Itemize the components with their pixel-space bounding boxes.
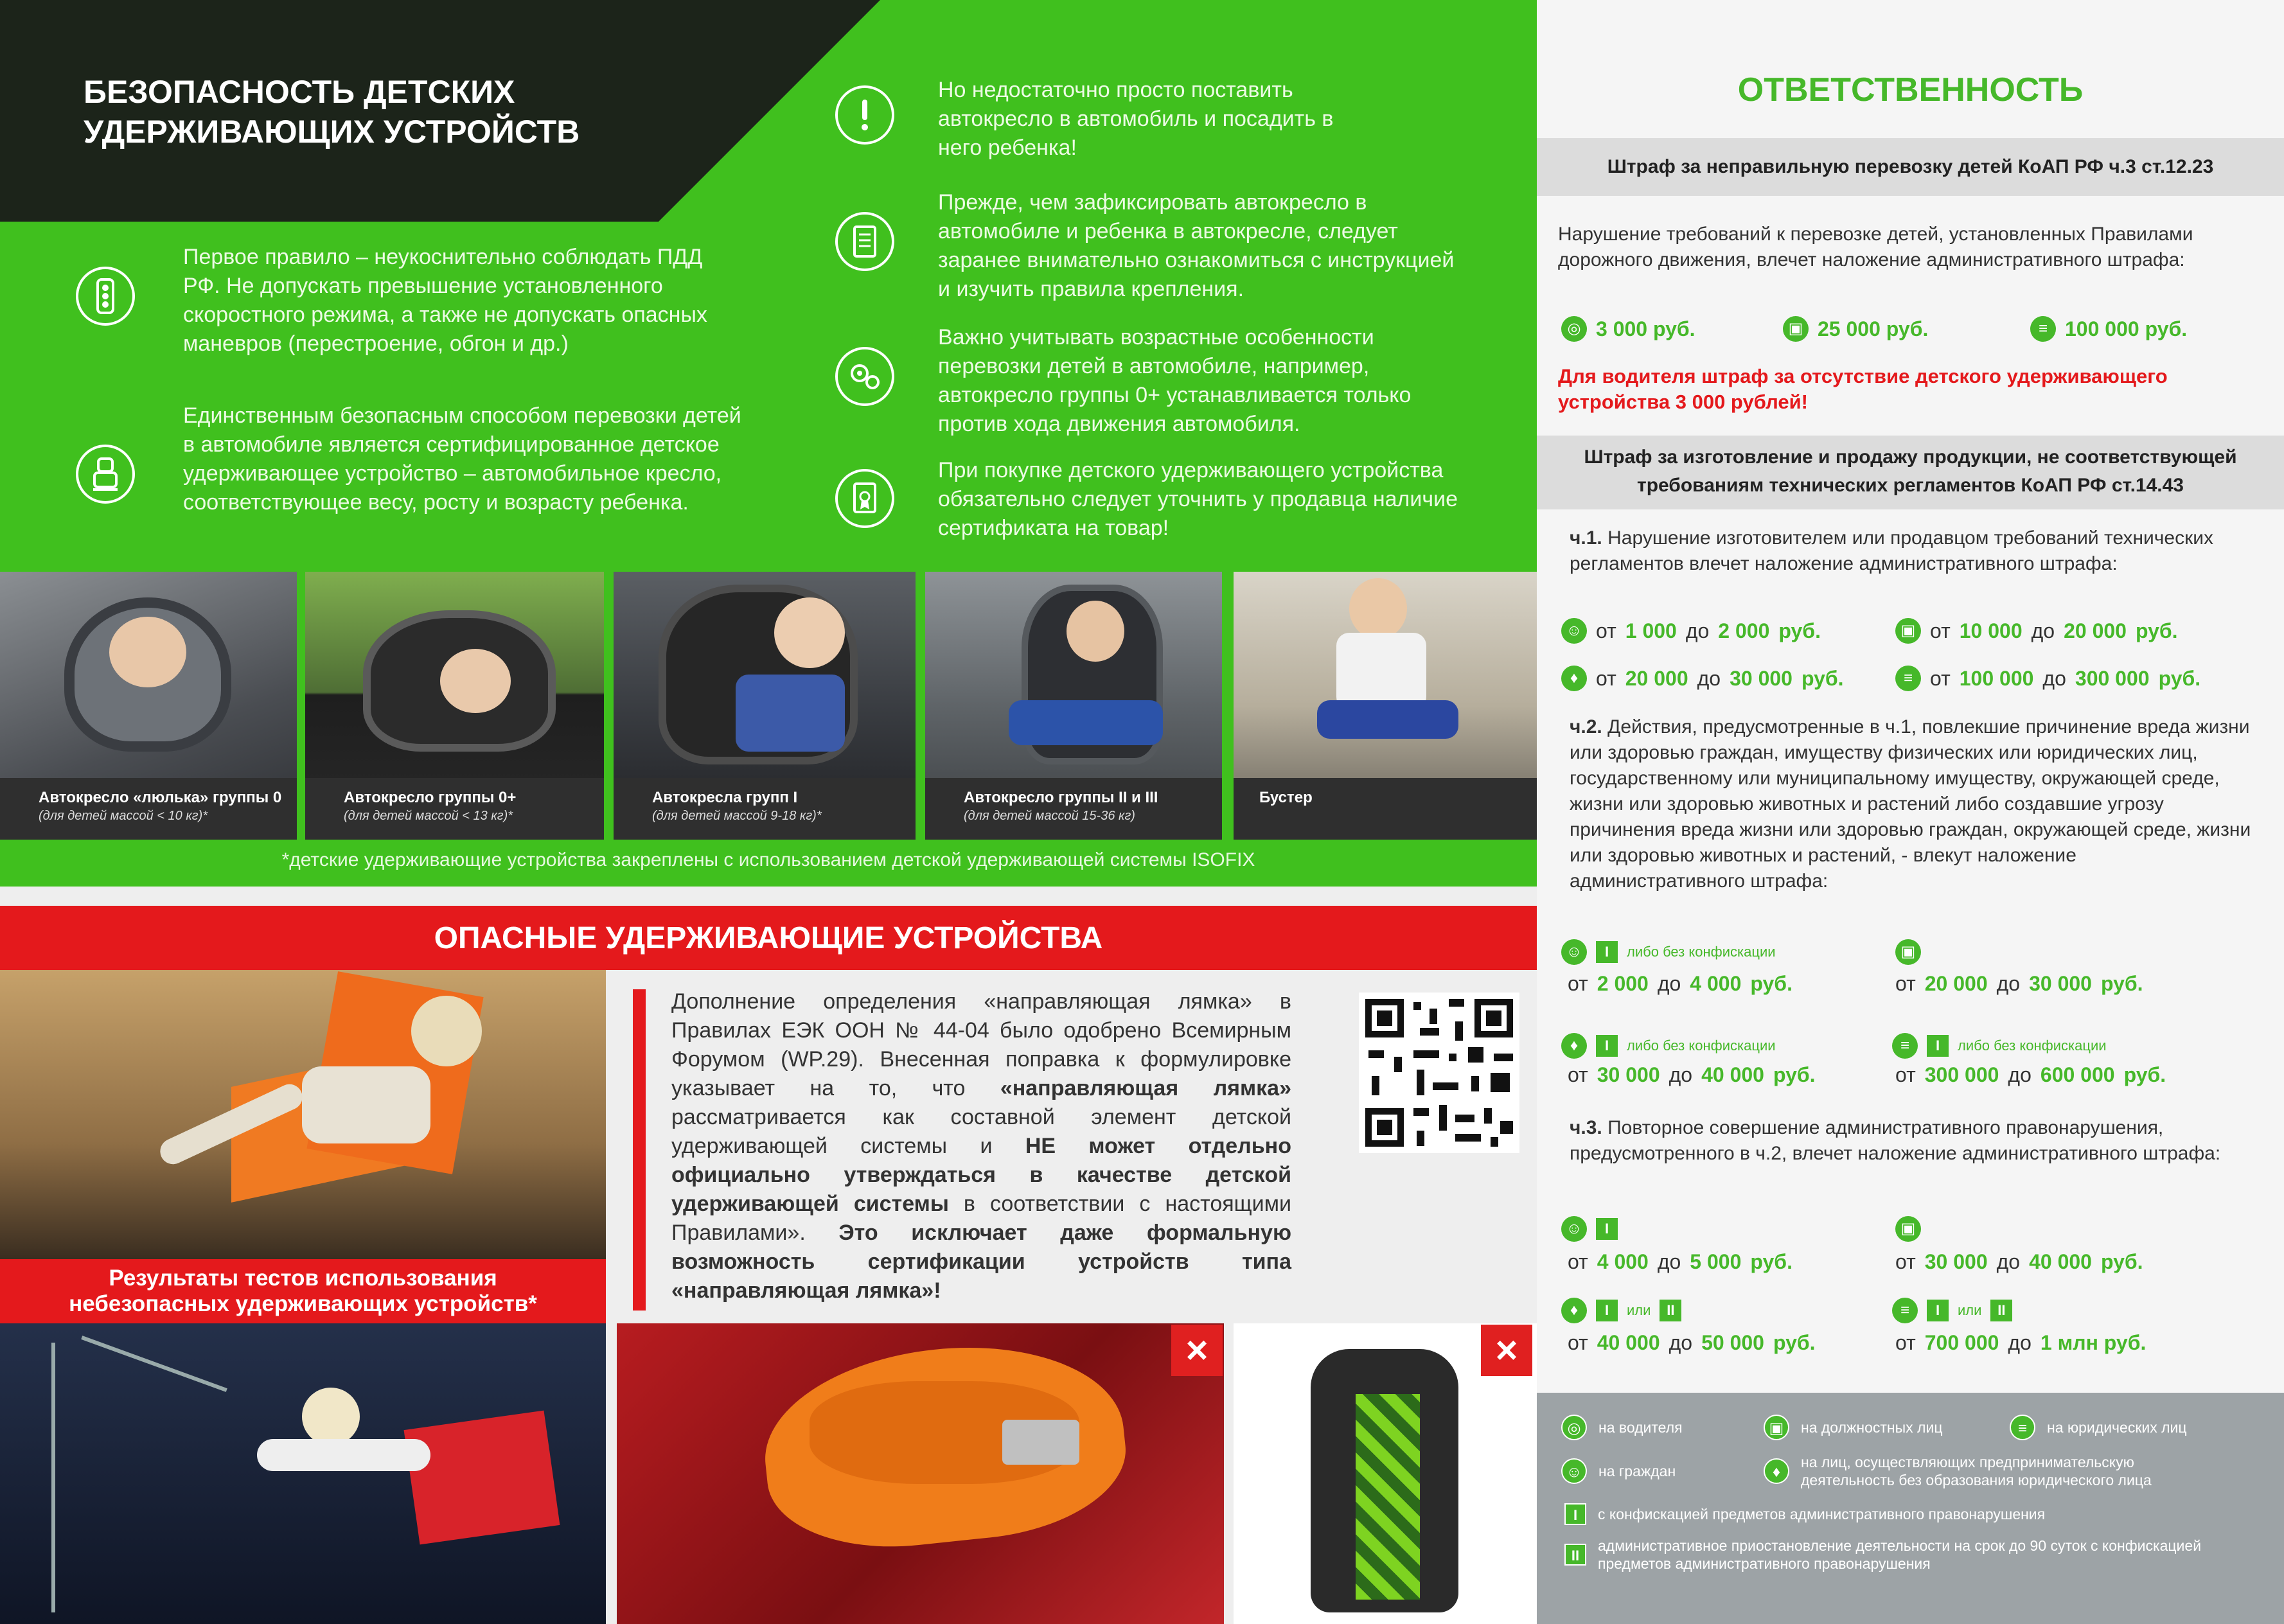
ch2-text: ч.2. Действия, предусмотренные в ч.1, повлекшие причинение вреда жизни или здоровью граждан, имуществу физических или юридических лиц, государственному или муниципальному имуществу, окружающей среде, жизни или здоровью животных и растений либо создавшие угрозу причинения вреда жизни или здоровью граждан, окружающей среде, жизни или здоровью животных и растений, - влекут наложение административного штрафа: <box>1570 716 2251 892</box>
qr-code[interactable] <box>1359 993 1519 1153</box>
ch1-text: ч.1. Нарушение изготовителем или продавцом требований технических регламентов влечет наложение административного штрафа: <box>1570 527 2213 574</box>
legend-suspension: II административное приостановление деятельности на срок до 90 суток с конфискацией предметов административного правонарушения <box>1564 1537 2207 1573</box>
document-icon: ≡ <box>1892 1033 1918 1059</box>
ch3-entrepreneur-markers: ♦ I или II <box>1561 1298 1681 1323</box>
reject-mark-2: × <box>1481 1325 1532 1376</box>
fine-official-25000: ▣ 25 000 руб. <box>1783 316 1928 342</box>
warning-icon <box>835 85 894 145</box>
ch3-text: ч.3. Повторное совершение административного правонарушения, предусмотренного в ч.2, влечет наложение административного штрафа: <box>1570 1117 2221 1164</box>
gears-icon <box>835 347 894 406</box>
text-rule-4: Прежде, чем зафиксировать автокресло в автомобиле и ребенка в автокресле, следует заранее внимательно ознакомиться с инструкцией и изучить правила крепления. <box>938 190 1455 301</box>
tie-icon: ♦ <box>1561 1298 1587 1323</box>
citizen-icon: ☺ <box>1561 939 1587 965</box>
briefcase-icon: ▣ <box>1764 1415 1789 1440</box>
document-icon: ≡ <box>2010 1415 2035 1440</box>
fine-driver-3000: ◎ 3 000 руб. <box>1561 316 1695 342</box>
ch2-legal-markers: ≡ I либо без конфискации <box>1892 1033 2107 1059</box>
responsibility-title: ОТВЕТСТВЕННОСТЬ <box>1737 71 2084 109</box>
ch2-citizen-markers: ☺ I либо без конфискации <box>1561 939 1776 965</box>
briefcase-icon: ▣ <box>1895 939 1921 965</box>
legend-citizen: ☺ на граждан <box>1561 1458 1676 1484</box>
tests-caption: Результаты тестов использования небезопасных удерживающих устройств* <box>0 1259 606 1323</box>
text-rule-1: Первое правило – неукоснительно соблюдать ПДД РФ. Не допускать превышение установленного скоростного режима, а также не допускать опасных маневров (перестроение, обгон и др.) <box>183 245 707 356</box>
ch1-fine-entrepreneur: ♦ от 20 000 до 30 000 руб. <box>1561 666 1844 691</box>
ch3-fine-citizen: от 4 000 до 5 000 руб. <box>1568 1250 1793 1273</box>
legend-driver: ◎ на водителя <box>1561 1415 1683 1440</box>
reject-mark-1: × <box>1171 1325 1223 1376</box>
crash-test-photo-1 <box>0 970 606 1259</box>
document-icon: ≡ <box>2030 316 2056 342</box>
tie-icon: ♦ <box>1561 666 1587 691</box>
seat-icon <box>76 445 135 504</box>
citizen-icon: ☺ <box>1561 1458 1587 1484</box>
fine-bar-transport: Штраф за неправильную перевозку детей КоАП РФ ч.3 ст.12.23 <box>1537 138 2284 196</box>
ch2-fine-official: от 20 000 до 30 000 руб. <box>1895 972 2143 995</box>
ch3-citizen-markers: ☺ I <box>1561 1216 1618 1242</box>
text-rule-6: При покупке детского удерживающего устройства обязательно следует уточнить у продавца наличие сертификата на товар! <box>938 458 1458 540</box>
legend-confiscation: I с конфискацией предметов административного правонарушения <box>1564 1503 2045 1525</box>
driver-fine-note: Для водителя штраф за отсутствие детского удерживающего устройства 3 000 рублей! <box>1558 365 2168 413</box>
certificate-icon <box>835 469 894 528</box>
photo-seat-group-0plus: Автокресло группы 0+ (для детей массой < 13 кг)* <box>305 572 604 840</box>
citizen-icon: ☺ <box>1561 618 1587 644</box>
briefcase-icon: ▣ <box>1783 316 1809 342</box>
driver-icon: ◎ <box>1561 1415 1587 1440</box>
photo-booster: Бустер <box>1234 572 1537 840</box>
photo-seat-group-1: Автокресла групп I (для детей массой 9-18 кг)* <box>614 572 916 840</box>
document-icon: ≡ <box>1892 1298 1918 1323</box>
ch3-fine-entrepreneur: от 40 000 до 50 000 руб. <box>1568 1331 1816 1354</box>
ch3-fine-legal: от 700 000 до 1 млн руб. <box>1895 1331 2147 1354</box>
citizen-icon: ☺ <box>1561 1216 1587 1242</box>
danger-text: Дополнение определения «направляющая лямка» в Правилах ЕЭК ООН № 44-04 было одобрено Всемирным Форумом (WP.29). Внесенная поправка к формулировке указывает на то, что «направляющая лямка» рассматривается как составной элемент детской удерживающей системы и НЕ может отдельно официально утверждаться в качестве детской удерживающей системы в соответствии с настоящими Правилами». Это исключает даже формальную возможность сертификации устройств типа «направляющая лямка»! <box>671 989 1291 1303</box>
briefcase-icon: ▣ <box>1895 1216 1921 1242</box>
ch3-legal-markers: ≡ I или II <box>1892 1298 2012 1323</box>
photo-seat-group-2-3: Автокресло группы II и III (для детей массой 15-36 кг) <box>925 572 1222 840</box>
legend-entrepreneur: ♦ на лиц, осуществляющих предпринимательскую деятельность без образования юридического лица <box>1764 1453 2181 1489</box>
fine-legal-100000: ≡ 100 000 руб. <box>2030 316 2187 342</box>
traffic-light-icon <box>76 267 135 326</box>
ch1-fine-official: ▣ от 10 000 до 20 000 руб. <box>1895 618 2178 644</box>
legend-legal: ≡ на юридических лиц <box>2010 1415 2187 1440</box>
ch1-fine-legal: ≡ от 100 000 до 300 000 руб. <box>1895 666 2200 691</box>
ch3-fine-official: от 30 000 до 40 000 руб. <box>1895 1250 2143 1273</box>
tie-icon: ♦ <box>1561 1033 1587 1059</box>
strap-adjuster-photo <box>617 1323 1224 1624</box>
ch2-fine-entrepreneur: от 30 000 до 40 000 руб. <box>1568 1063 1816 1086</box>
ch2-entrepreneur-markers: ♦ I либо без конфискации <box>1561 1033 1776 1059</box>
ch2-fine-citizen: от 2 000 до 4 000 руб. <box>1568 972 1793 995</box>
transport-text: Нарушение требований к перевозке детей, установленных Правилами дорожного движения, влечет наложение административного штрафа: <box>1558 224 2193 270</box>
ch2-official-markers <box>1895 939 1921 965</box>
text-rule-3: Но недостаточно просто поставить автокресло в автомобиль и посадить в него ребенка! <box>938 78 1334 160</box>
legend-official: ▣ на должностных лиц <box>1764 1415 1943 1440</box>
document-icon: ≡ <box>1895 666 1921 691</box>
driver-icon: ◎ <box>1561 316 1587 342</box>
red-accent-bar <box>633 989 646 1311</box>
fine-bar-products: Штраф за изготовление и продажу продукции, не соответствующей требованиям технических регламентов КоАП РФ ст.14.43 <box>1537 436 2284 509</box>
ch3-official-markers <box>1895 1216 1921 1242</box>
text-rule-5: Важно учитывать возрастные особенности перевозки детей в автомобиле, например, автокресло группы 0+ устанавливается только против хода движения автомобиля. <box>938 325 1412 436</box>
ch1-fine-citizen: ☺ от 1 000 до 2 000 руб. <box>1561 618 1821 644</box>
ch2-fine-legal: от 300 000 до 600 000 руб. <box>1895 1063 2166 1086</box>
photo-seat-group-0: Автокресло «люлька» группы 0 (для детей массой < 10 кг)* <box>0 572 297 840</box>
danger-title: ОПАСНЫЕ УДЕРЖИВАЮЩИЕ УСТРОЙСТВА <box>0 906 1537 970</box>
isofix-note: *детские удерживающие устройства закреплены с использованием детской удерживающей системы ISOFIX <box>281 849 1255 870</box>
tie-icon: ♦ <box>1764 1458 1789 1484</box>
document-icon <box>835 212 894 271</box>
text-rule-2: Единственным безопасным способом перевозки детей в автомобиле является сертифицированное детское удерживающее устройство – автомобильное кресло, соответствующее весу, росту и возрасту ребенка. <box>183 403 741 515</box>
page-title: БЕЗОПАСНОСТЬ ДЕТСКИХ УДЕРЖИВАЮЩИХ УСТРОЙСТВ <box>84 74 580 150</box>
briefcase-icon: ▣ <box>1895 618 1921 644</box>
crash-test-photo-2 <box>0 1323 606 1624</box>
